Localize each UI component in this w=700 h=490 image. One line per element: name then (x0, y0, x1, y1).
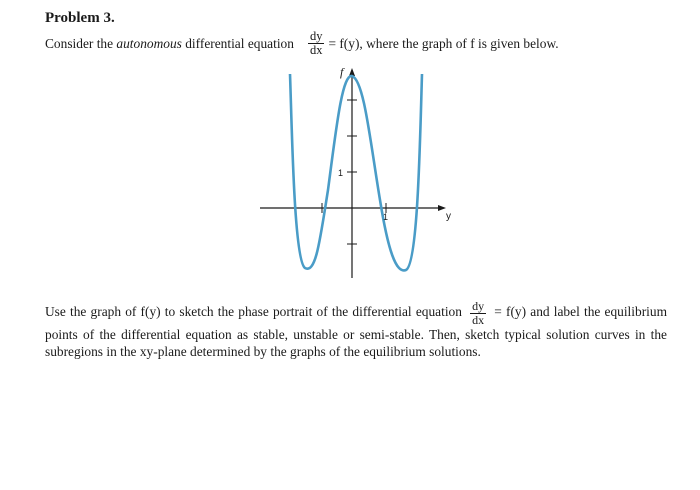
intro-emphasis: autonomous (116, 35, 182, 51)
tick-label-x: 1 (383, 212, 389, 222)
problem-title: Problem 3. (45, 10, 115, 26)
instructions-part2: = f(y) and label the equilibrium points of the differential equation as stable, unstable or semi-stable. Then, sketch typical solution curves in the subregions in the xy-plane determined by the graphs of the equilibrium solutions. (45, 304, 667, 360)
x-axis-label: y (446, 211, 451, 222)
horizontal-axis-arrow (438, 205, 446, 211)
fraction-denominator: dx (309, 43, 323, 58)
y-axis-label: f (340, 65, 344, 79)
instructions-paragraph (45, 300, 667, 360)
derivative-fraction (308, 30, 325, 57)
instructions-frac-den: dx (472, 312, 485, 327)
instructions-fraction (470, 300, 486, 326)
function-graph (250, 60, 460, 285)
intro-mid: differential equation (181, 35, 294, 51)
problem-intro (45, 30, 675, 57)
intro-suffix: = f(y), where the graph of f is given below. (328, 35, 559, 51)
graph-svg (250, 60, 460, 285)
intro-prefix: Consider the (45, 35, 117, 51)
fraction-numerator: dy (309, 29, 323, 43)
instructions-frac-num: dy (472, 299, 485, 313)
instructions-part1: Use the graph of f(y) to sketch the phase portrait of the differential equation (45, 304, 467, 320)
tick-label-y: 1 (338, 168, 344, 178)
